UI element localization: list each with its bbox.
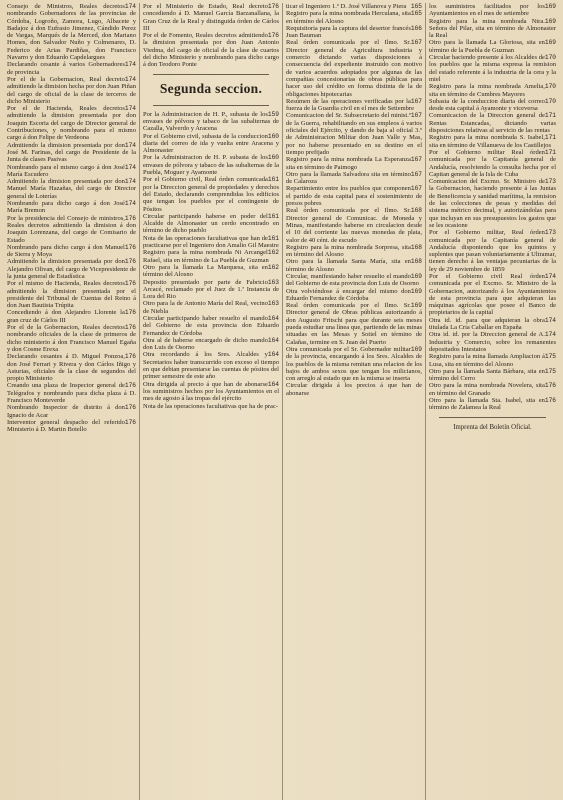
entry-text: Otro para la llamada Santa María, sita en término de Alosno xyxy=(286,258,411,273)
index-entry xyxy=(143,337,279,352)
entry-text: Otro para la de Antonio María del Real, vecino de Niebla xyxy=(143,300,268,315)
page-number: 176 xyxy=(124,418,136,426)
page-number: 171 xyxy=(544,134,556,142)
index-entry xyxy=(429,54,556,83)
entry-text: Circular, manifestando haber resuelto el mando del Gobierno de esta provincia don Luis de Osorno xyxy=(286,272,419,288)
index-entry xyxy=(7,309,136,324)
index-entry xyxy=(429,98,556,113)
index-entry xyxy=(7,324,136,353)
index-entry xyxy=(429,368,556,383)
index-entry xyxy=(286,207,422,243)
page-number: 174 xyxy=(544,272,556,280)
entry-text: Subasta de la conduccion diaria del correo desde esta capital á Ayamonte y viceversa xyxy=(429,97,545,113)
index-entry xyxy=(143,3,279,32)
entry-text: Comunicacion de la Direccion general de Rentas Estancadas, dictando varias disposiciones relativas al servicio de las rentas xyxy=(429,112,556,135)
index-entry xyxy=(286,3,422,10)
entry-text: Registro para la mina nombrada Sorpresa, sita en término del Alosno xyxy=(286,243,411,259)
index-entry xyxy=(429,149,556,178)
page-number: 167 xyxy=(410,185,422,193)
index-entry xyxy=(286,156,422,171)
entry-text: Real órden comunicada por el Ilmo. Sr. Director general de Comunicac. de Moneda y Minas, manifestando haberse en circulacion desde el 10 del corriente las nuevas monedas de plata, valor de 40 cént. de escudo xyxy=(286,207,422,244)
entry-text: Real órden comunicada por el Ilmo. Sr. Director general de Agricultura industria y comercio dictando varias disposiciones á consecuencia del expediente instruido con motivo de varios acuerdos adoptados por algunas de las compañias concesionarias de obras públicas para hacer uso del crédito en forma distinta de la de obligaciones hipotecarias xyxy=(286,39,422,98)
page-number: 175 xyxy=(544,367,556,375)
index-entry xyxy=(143,264,279,279)
printer-imprint: Imprenta del Boletín Oficial. xyxy=(453,423,532,431)
index-entry xyxy=(7,419,136,434)
index-entry xyxy=(7,178,136,200)
page-number: 164 xyxy=(267,380,279,388)
page-number: 176 xyxy=(124,404,136,412)
index-entry xyxy=(286,258,422,273)
index-entry xyxy=(7,200,136,215)
entry-text: Registro para la mina nombrada Ntra. Señora del Pilar, sita en término de Almonaster la Real xyxy=(429,17,556,40)
index-entry xyxy=(429,39,556,54)
page-number: 174 xyxy=(124,61,136,69)
page-number: 174 xyxy=(124,200,136,208)
index-entry xyxy=(286,273,422,288)
index-entry xyxy=(286,244,422,259)
index-entry xyxy=(429,3,556,18)
index-entry xyxy=(143,154,279,176)
entry-text: Por el de Hacienda, Reales decretos admitiendo la dimision presentada por don Joaquin Escoria del cargo de Director general de Contribuciones, y nombrando para el mismo cargo á don Felipe de Verdeona xyxy=(7,105,136,142)
entry-text: Real órden comunicada por el Ilmo. Sr. Director general de Obras públicas autorizando á don Augusto Fritschi para que durante seis meses pueda estudiar una línea que, partiendo de las minas situadas en las Mesas y Sotiel en término de Calañas, termine en S. Juan del Puerto xyxy=(286,302,422,346)
page-number: 167 xyxy=(410,170,422,178)
entry-text: Por la Administracion de H. P. subasta de los envases de pólvora y tabaco de las subalternas de la Puebla, Moguer y Ayamonte xyxy=(143,154,279,177)
page-number: 169 xyxy=(544,39,556,47)
index-entry xyxy=(286,39,422,97)
page-number: 165 xyxy=(410,3,422,10)
page-number: 162 xyxy=(267,249,279,257)
page-number: 169 xyxy=(410,287,422,295)
index-entry xyxy=(143,213,279,235)
entry-text: Circular dirigida á los precios á que han de abonarse xyxy=(286,382,422,397)
entry-text: Nombrando para el mismo cargo á don José María Escudero xyxy=(7,163,125,178)
index-entry xyxy=(429,331,556,353)
index-entry xyxy=(429,317,556,332)
page-number: 169 xyxy=(410,345,422,353)
index-entry xyxy=(143,32,279,68)
entry-text: Requisitoria para la captura del desertor francés Juan Bauman xyxy=(286,24,411,40)
entry-text: Otro para la llamada La Marquesa, sita en término del Alosno xyxy=(143,263,268,279)
page-number: 176 xyxy=(267,3,279,10)
entry-text: Otra id. id. para que adquieran la obra titulada La Cria Caballar en España xyxy=(429,316,545,332)
index-entry xyxy=(143,279,279,301)
index-entry xyxy=(286,98,422,113)
section-title: Segunda seccion. xyxy=(159,80,263,96)
page-number: 164 xyxy=(267,351,279,359)
page-number: 176 xyxy=(124,280,136,288)
page-number: 160 xyxy=(267,132,279,140)
index-entry xyxy=(429,353,556,368)
index-entry xyxy=(286,382,422,397)
page-number: 176 xyxy=(124,309,136,317)
page-number: 168 xyxy=(410,243,422,251)
entry-text: Circular participando haber resuelto el mando del Gobierno de esta provincia don Eduardo Fernandez de Córdoba xyxy=(143,314,279,337)
index-entry xyxy=(429,273,556,317)
index-entry xyxy=(7,164,136,179)
page-number: 175 xyxy=(544,353,556,361)
page-number: 171 xyxy=(544,112,556,120)
entry-text: Por la Administracion de H. P., subasta de los envases de pólvora y tabaco de las subalternas de Cazalla, Valverdo y Aracena xyxy=(143,110,279,133)
page-number: 173 xyxy=(544,178,556,186)
page-number: 161 xyxy=(267,212,279,220)
section-rule xyxy=(153,105,269,106)
page-number: 176 xyxy=(124,243,136,251)
index-entry xyxy=(143,315,279,337)
entry-text: Registro para la mina nombrada Ni Arcangel Rafael, sita en término de La Puebla de Guzman xyxy=(143,249,269,264)
entry-text: Por el Gobierno militar Real órden comunicada por la Capitanía general de Andalucía, resolviendo la consulta hecha por el Capitan general de la Isla de Cuba xyxy=(429,148,556,178)
page-number: 159 xyxy=(267,110,279,118)
entry-text: Registro para la mina nombrada Herculana, sita en término del Alosno xyxy=(286,10,411,25)
page-number: 176 xyxy=(124,258,136,266)
page-number: 173 xyxy=(544,229,556,237)
entry-text: Por el Ministerio de Estado, Real decreto concediendo á D. Manuel García Barzanallana, la Gran Cruz de la Real y distinguida órden de Cárlos III xyxy=(143,3,279,32)
entry-text: Registro para la mina nombrada Amelia, sita en término de Cumbres Mayores xyxy=(429,83,545,98)
entry-text: Admitiendo la dimision presentada por don Alejandro Olivan, del cargo de Vicepresidente de la junta general de Estadística xyxy=(7,258,136,280)
footer-rule xyxy=(439,417,546,418)
page-number: 169 xyxy=(544,3,556,10)
page-number: 176 xyxy=(124,382,136,390)
index-entry xyxy=(286,112,422,156)
index-entry xyxy=(429,382,556,397)
column-3 xyxy=(282,3,425,800)
entry-text: Otro para la llamada Sta. Isabel, sita en término de Zalamea la Real xyxy=(429,397,545,412)
entry-text: Otra recordando á los Sres. Alcaldes y Secretarios haber transcurrido con exceso el tiempo en que debian presentarse las cuentas de pósitos del primer semestre de este año xyxy=(143,351,279,381)
entry-text: ticar el Ingeniero 1.º D. José Villanova y Piera xyxy=(286,3,407,10)
page-number: 167 xyxy=(410,156,422,164)
entry-text: Otra dirigida al precio á que han de abonarse los suministros hechos por los Ayuntamientos en el mes de agosto á las tropas del ejército xyxy=(143,380,279,403)
page-number: 176 xyxy=(544,382,556,390)
column-2 xyxy=(139,3,282,800)
entry-text: Registro para la mina nombrada La Esperanza sita en término de Paimogo xyxy=(286,156,411,171)
page-number: 174 xyxy=(124,75,136,83)
index-entry xyxy=(286,346,422,382)
entry-text: Repartimiento entre los pueblos que componen el partido de esta capital para el sostenimiento de presos pobres xyxy=(286,185,422,208)
index-entry xyxy=(7,404,136,419)
entry-text: Por la presidencia del Consejo de ministros, Reales decretos admitiendo la dimision á don Joaquin Lorenzana, del cargo de Comisario de Estado xyxy=(7,214,136,244)
index-entry xyxy=(429,112,556,134)
page-number: 167 xyxy=(410,97,422,105)
entry-text: Otro para la mina nombrada Novelera, sita en término del Granado xyxy=(429,382,545,397)
entry-text: Por el de la Gobernacion, Real decreto admitiendo la dimision hecha por don Juan Piñan del cargo de oficial de la clase de terceros de dicho Ministerio xyxy=(7,75,136,105)
page-number: 170 xyxy=(544,83,556,91)
page-number: 174 xyxy=(124,163,136,171)
index-entry xyxy=(429,134,556,149)
entry-text: Creando una plaza de Inspector general de Telégrafos y nombrando para dicha plaza á D. Francisco Monteverde xyxy=(7,382,136,405)
entry-text: Nota de las operaciones facultativas que ha de prac- xyxy=(143,402,278,410)
page-number: 169 xyxy=(410,302,422,310)
index-entry xyxy=(7,105,136,141)
entry-text: Interventor general despacho del referido Ministerio á D. Martin Botello xyxy=(7,418,125,434)
page-number: 161 xyxy=(267,234,279,242)
page-number: 160 xyxy=(267,154,279,162)
page-number: 170 xyxy=(544,54,556,62)
entry-text: Resúmen de las operaciones verificadas por la fuerza de la Guardia civil en el mes de Setiembre xyxy=(286,97,414,113)
section-rule xyxy=(153,74,269,75)
entry-text: Declarando cesantes á D. Miguel Ponzoa, don José Ferrari y Rivera y don Cárlos Iñigo y Asturias, oficiales de la clase de segundos del propio Ministerio xyxy=(7,353,136,383)
entry-text: Otro para la llamada Santa Bárbara, sita en término del Cerro xyxy=(429,367,545,383)
entry-text: Comunicacion del Sr. Subsecretario del minist.º de la Guerra, rehabilitando en sus empleos á varios oficiales del Ejército, y dando de baja al oficial 3.º de Administracion Militar don Juan Valle y Mas, por no haberse presentado en su destino en el tiempo prefijado xyxy=(286,112,422,156)
index-entry xyxy=(7,3,136,61)
entry-text: Concediendo á don Alejandro Llorente la gran cruz de Cárlos III xyxy=(7,309,125,324)
page-number: 167 xyxy=(410,39,422,47)
index-entry xyxy=(7,244,136,259)
column-4 xyxy=(425,3,559,800)
page-number: 166 xyxy=(410,24,422,32)
page-number: 174 xyxy=(544,331,556,339)
index-entry xyxy=(429,178,556,229)
entry-text: Consejo de Ministros, Reales decretos nombrando Gobernadores de las provincias de Córdoba, Logroño, Zamora, Lugo, Albacete y Badajoz á don Eufrasio Jimenez, Cándido Perez de Vargas, Marqués de la Merced, don Mariano Homes, don Salvador Nuño y Colmenares, D. Federico de Arias Pardiñas, don Francisco Navarro y don Eduardo Capdelargues xyxy=(7,3,136,62)
entry-text: Circular haciendo presente á los Alcaldes de los pueblos que la misma expresa la remision del estado referente á la industria de la cera y la miel xyxy=(429,54,556,83)
index-entry xyxy=(7,353,136,382)
index-entry xyxy=(7,61,136,76)
column-1 xyxy=(4,3,139,800)
index-entry xyxy=(7,258,136,280)
index-entry xyxy=(143,176,279,212)
index-entry xyxy=(286,302,422,346)
index-entry xyxy=(7,142,136,164)
entry-text: Otra comunicada por el Sr. Gobernador militar de la provincia, encargando á los Sres. Alcaldes de los pueblos de la misma remitan una relacion de los bajos de ambos sexos que tengan los milicianos, con arreglo al estado que en la misma se inserta xyxy=(286,345,422,383)
entry-text: Otro para la llamada Salvadora sita en término de Calaroza xyxy=(286,170,411,186)
index-entry xyxy=(7,280,136,309)
index-entry xyxy=(7,215,136,244)
entry-text: Nombrando para dicho cargo á don Manuel de Sierra y Moya xyxy=(7,243,125,259)
entry-text: Declarando cesante á varios Gobernadores de provincia xyxy=(7,61,125,76)
page-number: 164 xyxy=(267,314,279,322)
page-number: 176 xyxy=(267,32,279,40)
entry-text: Por el de Fomento, Reales decretos admitiendo la dimision presentada por don Juan Antonio Viedma, del cargo de oficial de la clase de cuartos del dicho Ministerio y nombrando para dicho cargo á don Teodoro Ponte xyxy=(143,32,279,69)
index-entry xyxy=(286,171,422,186)
page-number: 174 xyxy=(544,316,556,324)
index-entry xyxy=(7,76,136,105)
page-number: 168 xyxy=(410,258,422,266)
entry-text: Por el Gobierno civil, Real órden comunicada por la Direccion general de propiedades y derechos del Estado, declarando comprendidas los edificios que tengan los pueblos por el contingente de Pósitos xyxy=(143,176,279,213)
page-number: 174 xyxy=(124,3,136,10)
page-number: 170 xyxy=(544,97,556,105)
entry-text: Admitiendo la dimision presentada por don José M. Farinas, del cargo de Presidente de la Junta de clases Pasivas xyxy=(7,141,136,164)
entry-text: los suministros facilitados por los Ayuntamientos en el mes de setiembre xyxy=(429,3,545,18)
index-entry xyxy=(429,83,556,98)
page-number: 164 xyxy=(267,336,279,344)
index-entry xyxy=(286,10,422,25)
page-number: 174 xyxy=(124,141,136,149)
entry-text: Registro para la mina nombrada S. Isabel, sita en término de Villanueva de los Castillejos xyxy=(429,134,552,149)
page-number: 171 xyxy=(544,148,556,156)
index-entry xyxy=(286,185,422,207)
entry-text: Nota de las operaciones facultativas que han de practicarse por el Ingeniero don Amalio Gil Maestre xyxy=(143,234,279,250)
page-number: 176 xyxy=(124,324,136,332)
page-number: 161 xyxy=(267,176,279,184)
entry-text: Circular participando haberse en poder del Alcalde de Almonaster un cerdo encontrado en término de dicho pueblo xyxy=(143,212,279,235)
entry-text: Por el mismo de Hacienda, Reales decretos admitiendo la dimision presentada por el presidente del Tribunal de Cuentas del Reino á don Juan Bautista Trúpita xyxy=(7,280,136,310)
page-number: 168 xyxy=(410,207,422,215)
index-entry xyxy=(286,25,422,40)
page-number: 176 xyxy=(544,397,556,405)
entry-text: Nombrando Inspector de distrito á don Ignacio de Acar xyxy=(7,404,125,419)
entry-text: Por el Gobierno militar, Real órden comunicada por la Capitanía general de Andalucía disponiendo que los quintos y suplentes que pasan voluntariamente á Ultramar, tienen derecho á las ventajas pecuniarias de la ley de 29 noviembre de 1859 xyxy=(429,229,556,273)
index-entry xyxy=(143,111,279,133)
page-number: 176 xyxy=(124,353,136,361)
entry-text: Registro para la mina llamada Ampliacion á Lusa, sita en término del Alosno xyxy=(429,353,545,368)
index-entry xyxy=(143,381,279,403)
index-entry xyxy=(429,397,556,412)
page-number: 163 xyxy=(267,278,279,286)
entry-text: Otra volviéndose á encargar del mismo don Eduardo Fernandez de Córdoba xyxy=(286,287,411,302)
index-entry xyxy=(143,300,279,315)
index-entry xyxy=(429,18,556,40)
page-number: 174 xyxy=(124,178,136,186)
index-entry xyxy=(143,133,279,155)
index-entry xyxy=(286,288,422,303)
index-entry xyxy=(143,235,279,250)
page-number: 163 xyxy=(267,300,279,308)
index-entry xyxy=(143,403,279,410)
index-entry xyxy=(7,382,136,404)
page-number: 165 xyxy=(410,10,422,18)
page-number: 174 xyxy=(124,105,136,113)
entry-text: Por el Gobierno civil Real órden comunicada por el Excmo. Sr. Ministro de la Gobernacion, autorizando á los Ayuntamientos de esta provincia para que adquieran las máquinas agrícolas que posee el Banco de propietarios de la capital xyxy=(429,272,556,317)
page-number: 162 xyxy=(267,263,279,271)
entry-text: Deposito presentado por parte de Fabricio Arcacé, reclamado por el Juez de 1.ª Instancia de Lora del Rio xyxy=(143,278,279,301)
index-entry xyxy=(143,351,279,380)
entry-text: Otra al de haberse encargado de dicho mando don Luis de Osorno xyxy=(143,336,268,352)
page-number: 176 xyxy=(124,214,136,222)
page-number: 167 xyxy=(410,112,422,120)
entry-text: Admitiendo la dimision presentada por don Manuel María Hazañas, del cargo de Director general de Loterías xyxy=(7,178,136,200)
index-entry xyxy=(143,249,279,264)
entry-text: Otra id. id. por la Direccion general de A. Industria y Comercio, sobre los remanentes depositados Intestatos xyxy=(429,331,556,353)
entry-text: Por el de la Gobernacion, Reales decretos nombrando oficiales de la clase de primeros de dicho ministerio á don Francisco Manuel Egaña y don Cosme Erexa xyxy=(7,324,136,353)
entry-text: Otro para la llamada La Gloriosa, sita en término de la Puebla de Guzman xyxy=(429,39,545,54)
index-entry xyxy=(429,229,556,273)
entry-text: Nombrando para dicho cargo á don José María Bremon xyxy=(7,200,125,215)
page-number: 169 xyxy=(410,272,422,280)
page-number: 169 xyxy=(544,17,556,25)
entry-text: Comunicacion del Excmo. Sr. Ministro de la Gobernacion, haciendo presente á las Juntas de Beneficencia y sanidad marítima, la remision de las colecciones de pesas y medidas del sistema métrico decimal, y autorizándolas para que incluyan en sus presupuestos los gastos que se les ocasione xyxy=(429,178,556,229)
entry-text: Por el Gobierno civil, subasta de la conduccion diaria del correo de ida y vuelta entre Aracena y Almonaster xyxy=(143,132,279,155)
